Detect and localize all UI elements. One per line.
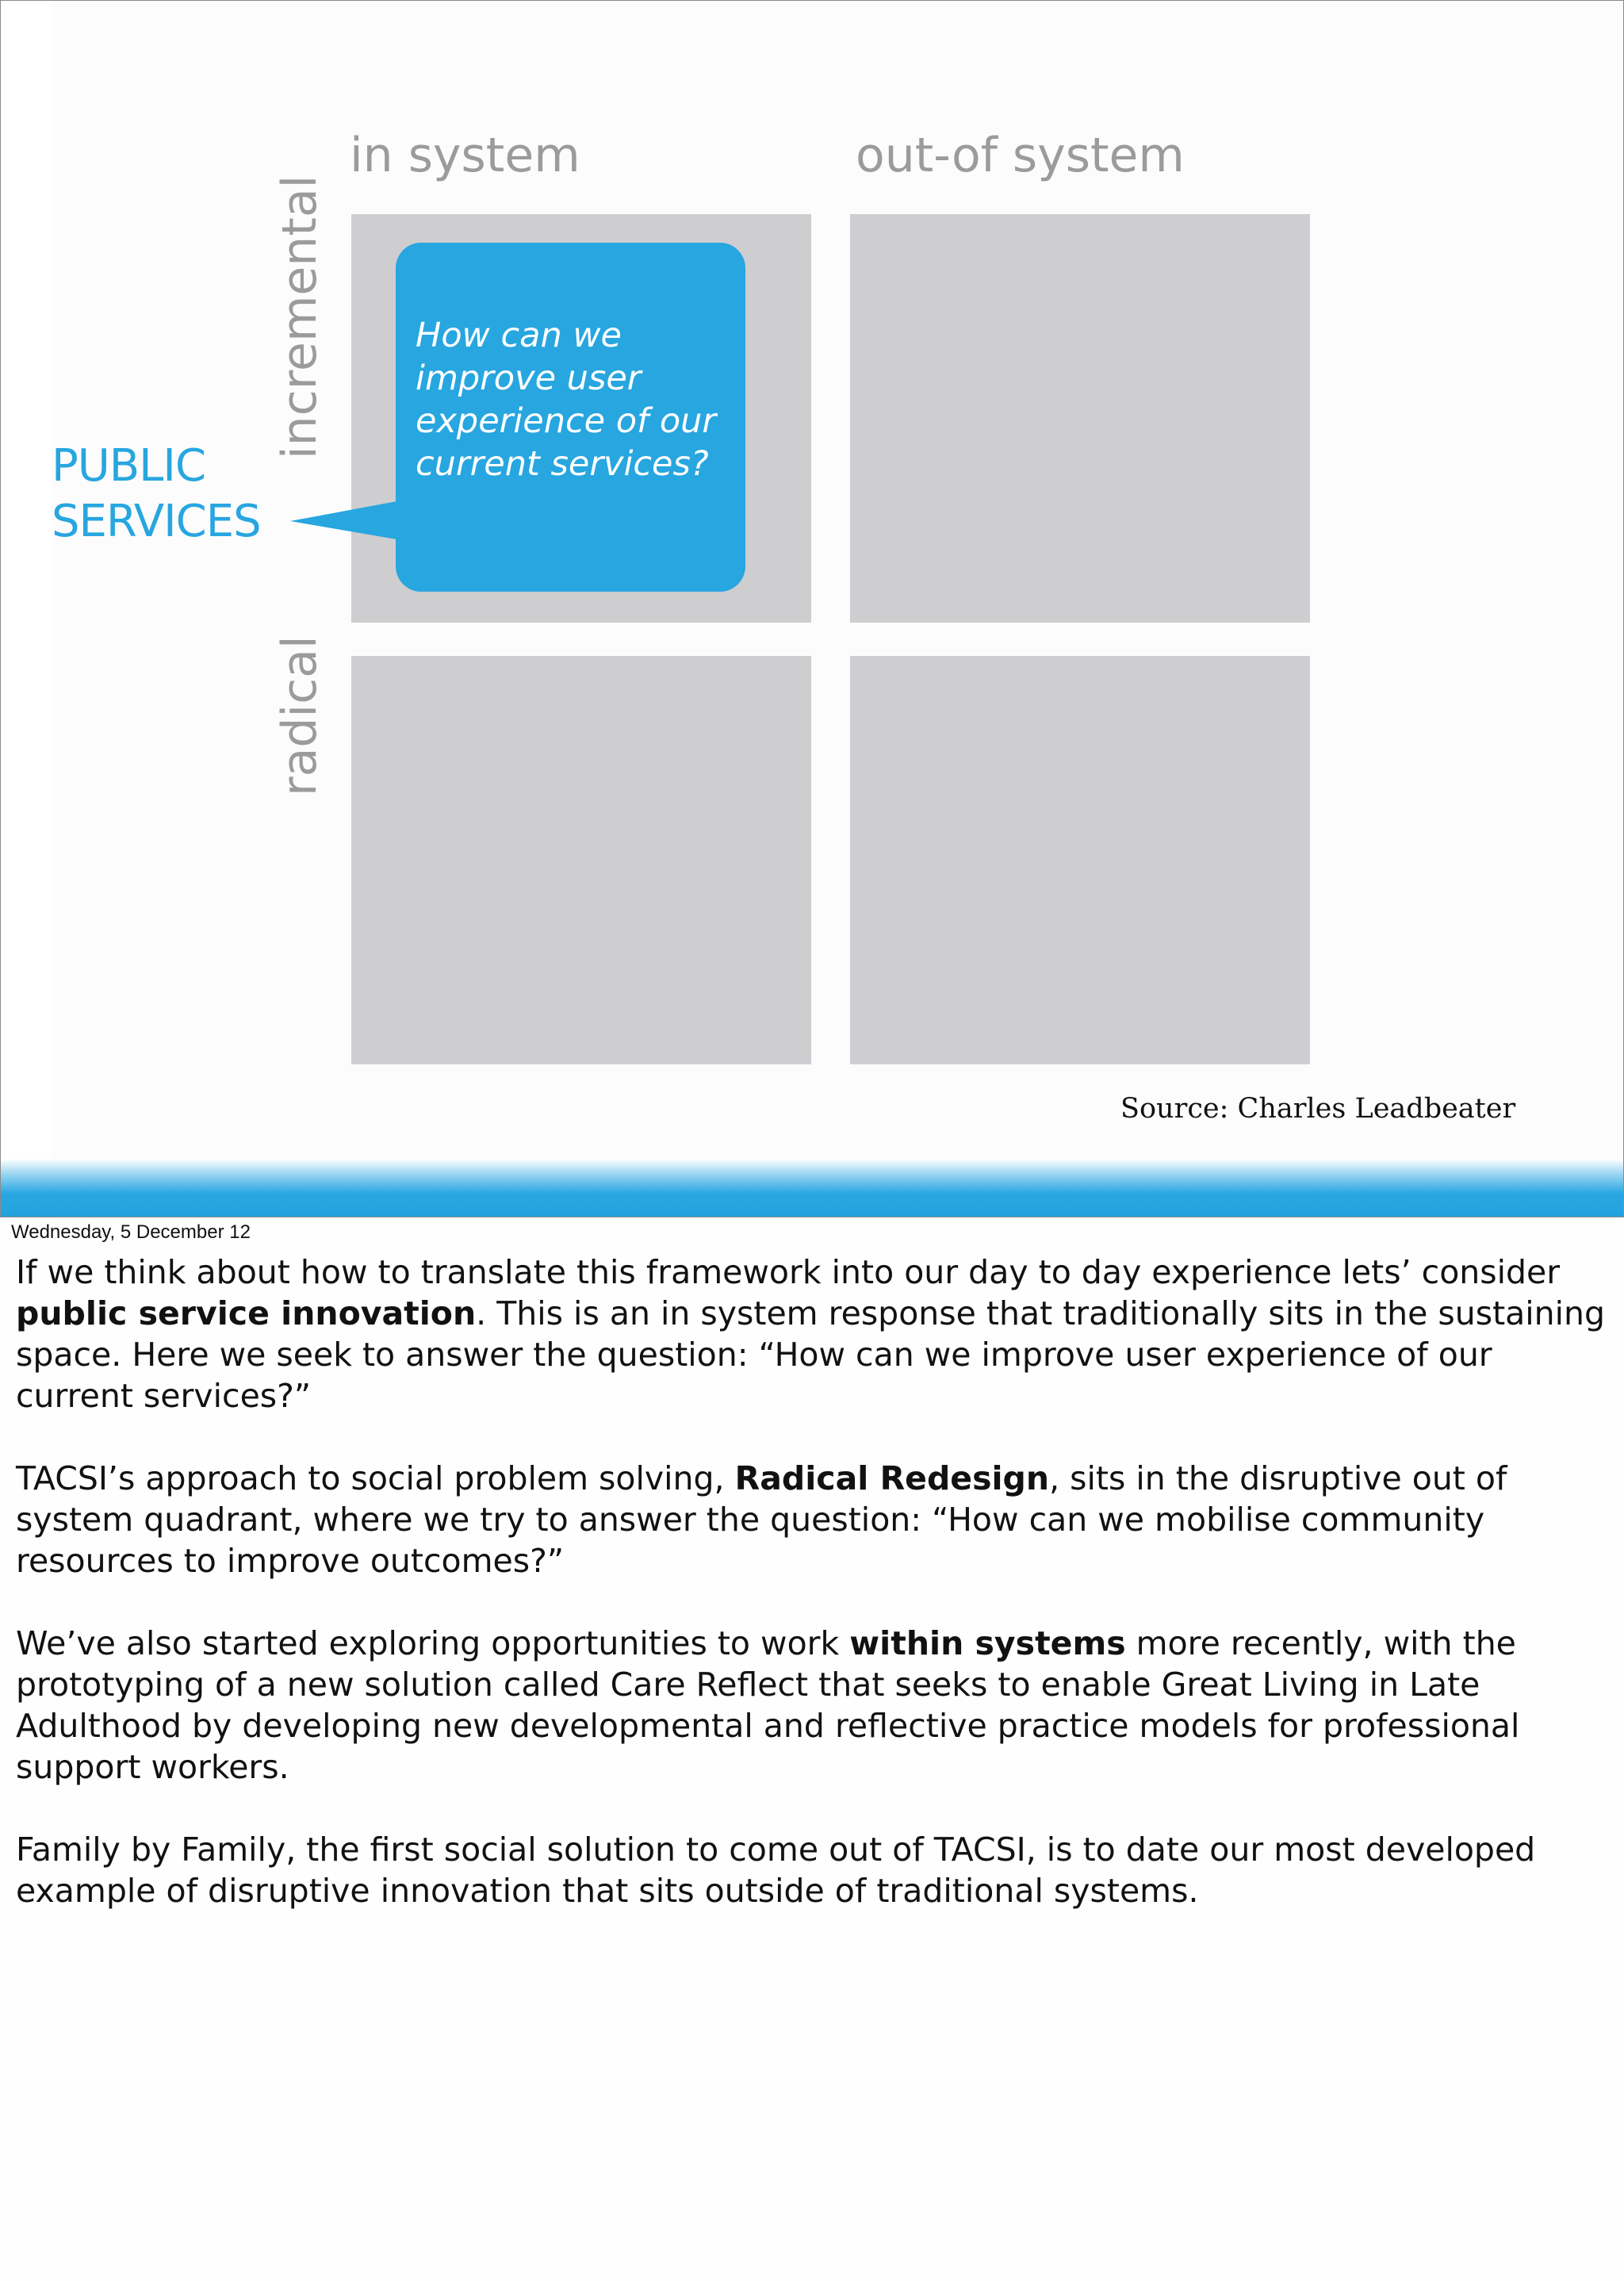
- notes-text: , sits in the disruptive out of system quadrant, where we try to answer the question: “How can we mobilise community resources to improve outcomes?”: [16, 1459, 1507, 1580]
- notes-paragraph-2: [16, 1458, 1610, 1581]
- public-services-label: PUBLIC SERVICES: [52, 440, 261, 547]
- notes-text: . This is an in system response that traditionally sits in the sustaining space. Here we seek to answer the question: “How can we improve user experience of our current services?”: [16, 1294, 1606, 1415]
- row-label-radical: radical: [272, 635, 327, 796]
- callout-pointer: [1, 1, 1623, 1217]
- notes-text: TACSI’s approach to social problem solving,: [16, 1459, 735, 1497]
- column-label-out-of-system: out-of system: [856, 128, 1185, 183]
- notes-text: more recently, with the prototyping of a new solution called Care Reflect that seeks to enable Great Living in Late Adulthood by developing new developmental and reflective practice models for professional support workers.: [16, 1624, 1520, 1786]
- notes-paragraph-1: [16, 1252, 1610, 1417]
- notes-emphasis: public service innovation: [16, 1294, 477, 1332]
- slide-footer-bar: [1, 1159, 1623, 1217]
- notes-emphasis: within systems: [849, 1624, 1126, 1662]
- notes-emphasis: Radical Redesign: [734, 1459, 1050, 1497]
- source-citation: Source: Charles Leadbeater: [1120, 1093, 1516, 1125]
- speech-bubble-text: How can we improve user experience of our current services?: [416, 316, 717, 484]
- row-label-incremental: incremental: [272, 174, 327, 459]
- notes-paragraph-4: [16, 1829, 1610, 1911]
- slide-date: Wednesday, 5 December 12: [11, 1221, 251, 1243]
- speaker-notes: [16, 1252, 1610, 1953]
- column-label-in-system: in system: [350, 128, 580, 183]
- notes-text: We’ve also started exploring opportunities to work: [16, 1624, 850, 1662]
- notes-text: Family by Family, the first social solution to come out of TACSI, is to date our most developed example of disruptive innovation that sits outside of traditional systems.: [16, 1831, 1536, 1910]
- notes-paragraph-3: [16, 1623, 1610, 1788]
- notes-text: If we think about how to translate this framework into our day to day experience lets’ consider: [16, 1253, 1561, 1291]
